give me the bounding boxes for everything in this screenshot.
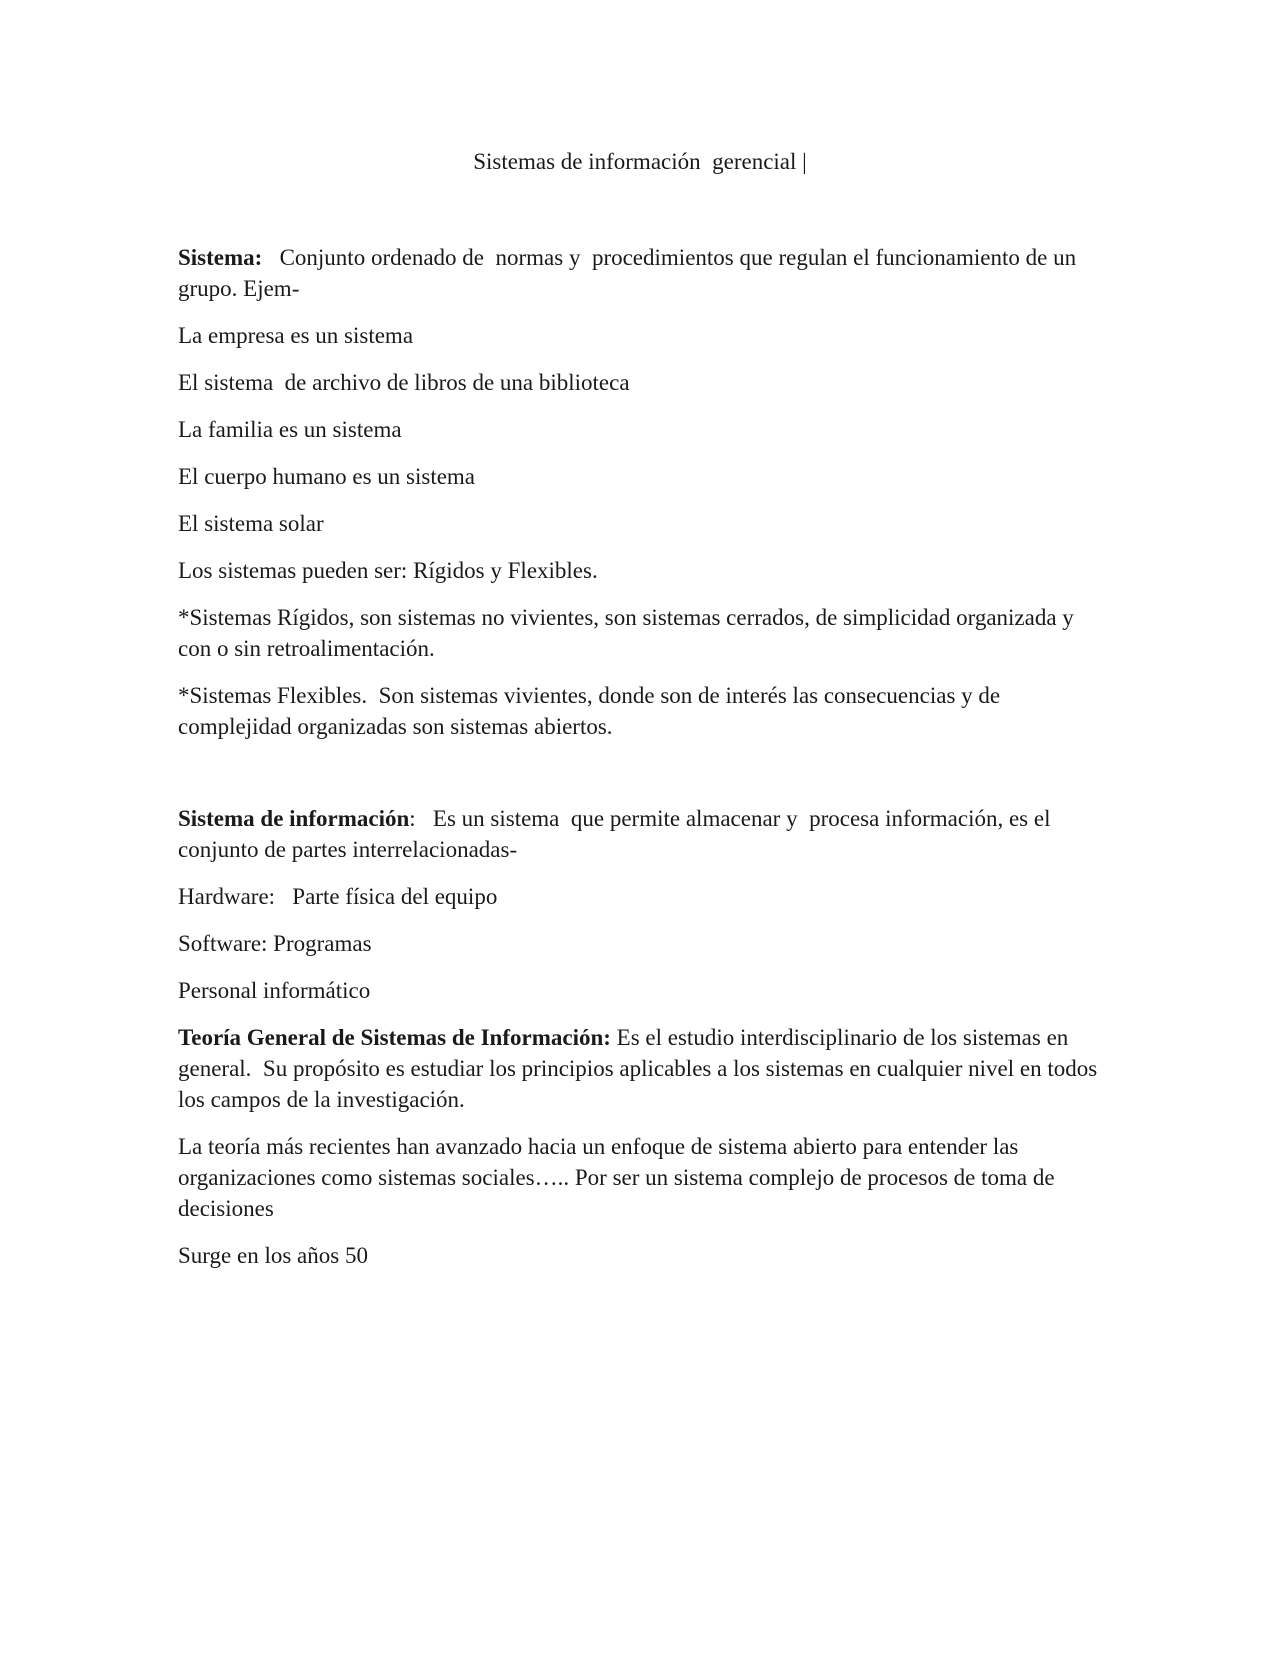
teoria-general-term: Teoría General de Sistemas de Información: <box>178 1025 611 1050</box>
sistema-informacion-definition <box>178 803 1098 865</box>
system-types-intro: Los sistemas pueden ser: Rígidos y Flexibles. <box>178 558 598 583</box>
flexible-systems-paragraph: *Sistemas Flexibles. Son sistemas vivientes, donde son de interés las consecuencias y de complejidad organizadas son sistemas abiertos. <box>178 683 1006 739</box>
component-item: Personal informático <box>178 978 371 1003</box>
sistema-term: Sistema: <box>178 245 263 270</box>
example-item: El sistema de archivo de libros de una biblioteca <box>178 370 630 395</box>
origin-line: Surge en los años 50 <box>178 1243 368 1268</box>
example-item: La familia es un sistema <box>178 417 402 442</box>
section-spacer <box>178 758 1098 803</box>
sistema-definition <box>178 242 1098 304</box>
teoria-general-definition-text: Es el estudio interdisciplinario de los sistemas en general. Su propósito es estudiar los principios aplicables a los sistemas en cualquier nivel en todos los campos de la investigación. <box>178 1025 1103 1112</box>
rigid-systems-paragraph: *Sistemas Rígidos, son sistemas no vivientes, son sistemas cerrados, de simplicidad organizada y con o sin retroalimentación. <box>178 605 1080 661</box>
document-title: Sistemas de información gerencial | <box>473 149 807 174</box>
open-system-paragraph: La teoría más recientes han avanzado hacia un enfoque de sistema abierto para entender las organizaciones como sistemas sociales….. Por ser un sistema complejo de procesos de toma de decisiones <box>178 1134 1061 1221</box>
sistema-informacion-definition-text: : Es un sistema que permite almacenar y procesa información, es el conjunto de partes interrelacionadas- <box>178 806 1057 862</box>
teoria-general-definition <box>178 1022 1103 1115</box>
sistema-definition-text: Conjunto ordenado de normas y procedimientos que regulan el funcionamiento de un grupo. Ejem- <box>178 245 1082 301</box>
component-item: Hardware: Parte física del equipo <box>178 884 498 909</box>
document-body <box>178 242 1103 1287</box>
sistema-informacion-term: Sistema de información <box>178 806 410 831</box>
example-item: El cuerpo humano es un sistema <box>178 464 476 489</box>
example-item: El sistema solar <box>178 511 324 536</box>
component-item: Software: Programas <box>178 931 372 956</box>
example-item: La empresa es un sistema <box>178 323 414 348</box>
